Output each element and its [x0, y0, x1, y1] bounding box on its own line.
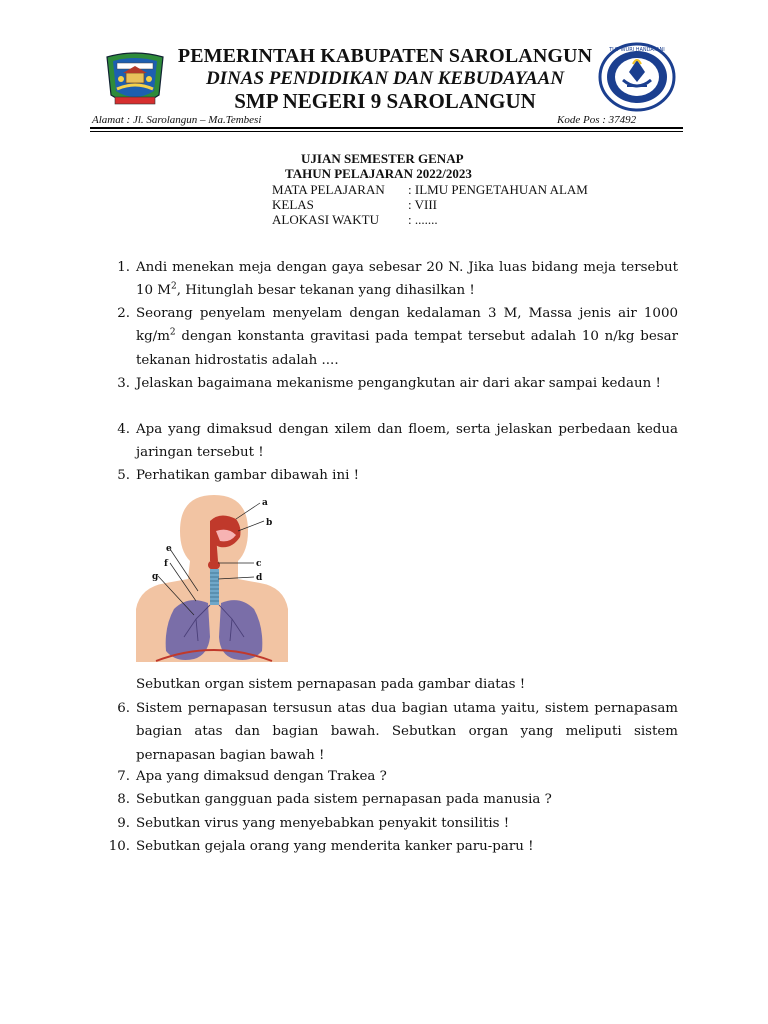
question-5 — [100, 464, 678, 487]
meta-key: KELAS — [272, 197, 314, 212]
meta-value: : ILMU PENGETAHUAN ALAM — [408, 182, 588, 197]
question-number: 1. — [117, 260, 130, 275]
government-name: PEMERINTAH KABUPATEN SAROLANGUN — [177, 45, 593, 67]
question-text: Apa yang dimaksud dengan Trakea ? — [136, 769, 387, 784]
exam-year: TAHUN PELAJARAN 2022/2023 — [285, 166, 472, 181]
figure-label-b: b — [266, 518, 273, 528]
letterhead — [0, 0, 768, 132]
question-number: 10. — [108, 839, 130, 854]
larynx — [208, 560, 220, 570]
question-number: 6. — [117, 701, 130, 716]
figure-question: Sebutkan organ sistem pernapasan pada gambar diatas ! — [136, 677, 526, 692]
question-1 — [100, 256, 678, 303]
exam-title: UJIAN SEMESTER GENAP — [301, 151, 464, 166]
question-text: Sistem pernapasan tersusun atas dua bagian utama yaitu, sistem pernapasam bagian atas dan bagian bawah. Sebutkan organ yang meliputi sistem pernapasan bagian bawah ! — [136, 701, 678, 763]
letterhead-rule-thick — [90, 127, 683, 129]
respiratory-system-figure — [136, 491, 288, 662]
question-number: 9. — [117, 816, 130, 831]
question-text: Perhatikan gambar dibawah ini ! — [136, 468, 360, 483]
figure-label-g: g — [152, 572, 159, 582]
question-number: 2. — [117, 306, 130, 321]
question-number: 8. — [117, 792, 130, 807]
figure-label-d: d — [256, 573, 263, 583]
trachea — [210, 569, 219, 605]
question-6 — [100, 697, 678, 767]
question-text: Seorang penyelam menyelam dengan kedalaman 3 M, Massa jenis air 1000 $kg/m^2$ dengan konstanta gravitasi pada tempat tersebut adalah 10 n/kg besar tekanan hidrostatis adalah .... — [136, 306, 678, 368]
question-text: Sebutkan virus yang menyebabkan penyakit tonsilitis ! — [136, 816, 510, 831]
question-text: Andi menekan meja dengan gaya sebesar 20 N. Jika luas bidang meja tersebut 10 $M^2$, Hitunglah besar tekanan yang dihasilkan ! — [136, 260, 678, 299]
question-text: Sebutkan gangguan pada sistem pernapasan pada manusia ? — [136, 792, 552, 807]
meta-key: MATA PELAJARAN — [272, 182, 385, 197]
question-text: Sebutkan gejala orang yang menderita kanker paru-paru ! — [136, 839, 534, 854]
figure-label-e: e — [166, 544, 172, 554]
meta-value: : VIII — [408, 197, 438, 212]
meta-value: : ....... — [408, 212, 438, 227]
question-10 — [100, 835, 678, 858]
question-number: 3. — [117, 376, 130, 391]
question-2 — [100, 302, 678, 372]
question-3 — [100, 372, 678, 395]
figure-label-f: f — [164, 559, 168, 569]
question-text: Jelaskan bagaimana mekanisme pengangkutan air dari akar sampai kedaun ! — [136, 376, 661, 391]
question-9 — [100, 812, 678, 835]
figure-label-c: c — [256, 559, 262, 569]
meta-key: ALOKASI WAKTU — [272, 212, 380, 227]
figure-label-a: a — [262, 498, 268, 508]
question-8 — [100, 788, 678, 811]
postal-code: Kode Pos : 37492 — [557, 114, 637, 126]
question-7 — [100, 765, 678, 788]
tut-wuri-handayani-logo — [597, 42, 677, 112]
department-name: DINAS PENDIDIKAN DAN KEBUDAYAAN — [205, 68, 565, 89]
letterhead-rule-thin — [90, 131, 683, 132]
question-number: 7. — [117, 769, 130, 784]
question-text: Apa yang dimaksud dengan xilem dan floem, serta jelaskan perbedaan kedua jaringan tersebut ! — [136, 422, 678, 461]
question-number: 5. — [117, 468, 130, 483]
school-name: SMP NEGERI 9 SAROLANGUN — [234, 89, 536, 113]
school-address: Alamat : Jl. Sarolangun – Ma.Tembesi — [92, 114, 262, 126]
logo-motto: TUT WURI HANDAYANI — [609, 47, 665, 53]
question-4 — [100, 418, 678, 465]
regency-emblem-logo — [99, 51, 171, 111]
question-number: 4. — [117, 422, 130, 437]
